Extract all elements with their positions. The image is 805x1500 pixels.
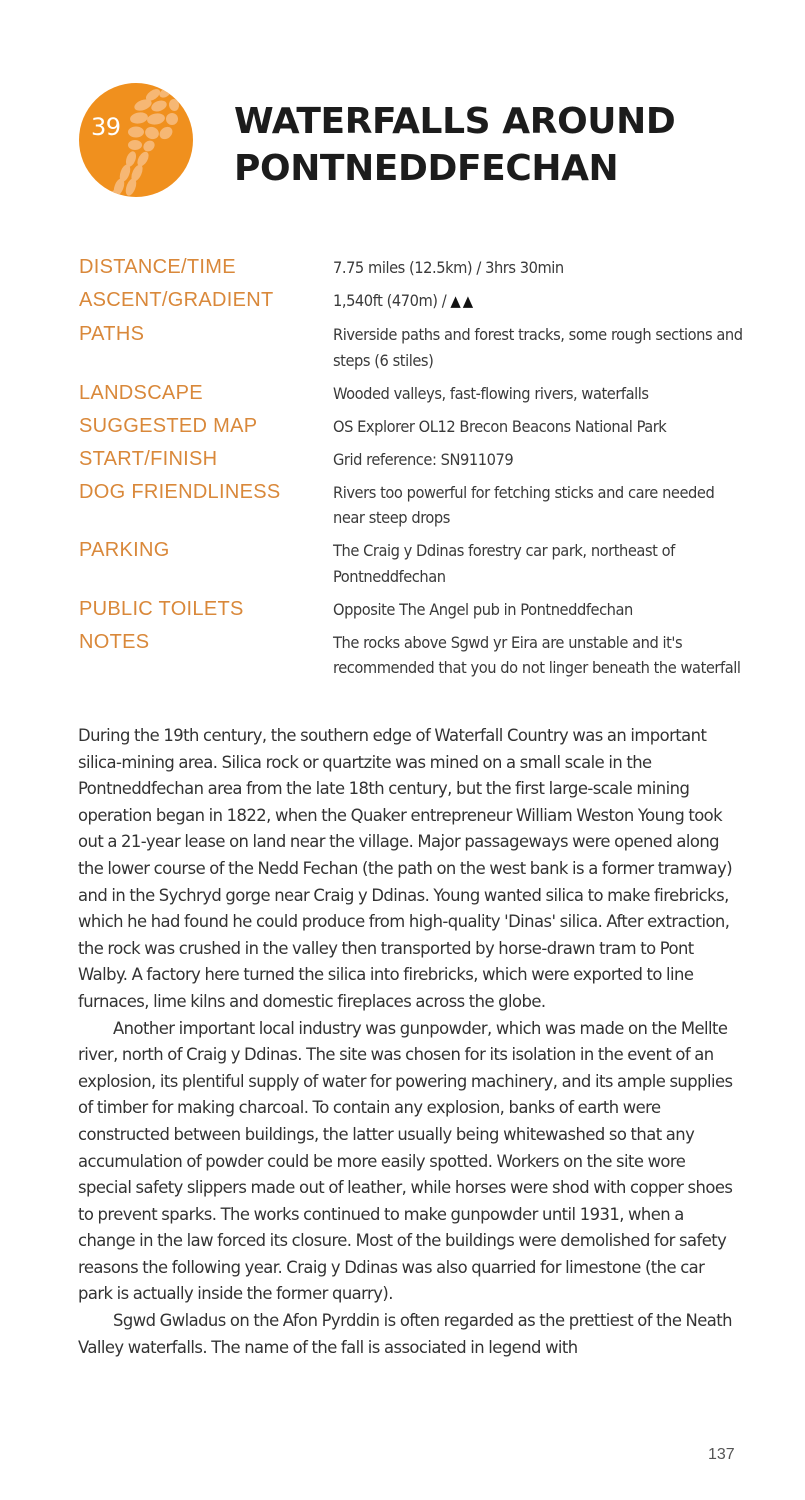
info-label: NOTES bbox=[79, 630, 150, 653]
info-label: PATHS bbox=[79, 323, 145, 345]
info-row-start-finish bbox=[79, 446, 759, 479]
info-row-notes bbox=[79, 629, 759, 688]
gradient-triangles-icon: ▲▲ bbox=[450, 292, 476, 310]
info-value: OS Explorer OL12 Brecon Beacons National Park bbox=[333, 416, 667, 436]
walk-info-table bbox=[79, 254, 759, 687]
info-row-suggested-map bbox=[79, 413, 759, 446]
info-label: PUBLIC TOILETS bbox=[79, 597, 244, 620]
info-row-ascent-gradient bbox=[79, 287, 759, 321]
info-value: The rocks above Sgwd yr Eira are unstable and it's recommended that you do not linger beneath the waterfall bbox=[333, 632, 741, 677]
info-value bbox=[333, 287, 743, 315]
walk-title bbox=[234, 98, 675, 192]
info-value: Grid reference: SN911079 bbox=[333, 449, 514, 469]
body-paragraph: During the 19th century, the southern edge of Waterfall Country was an important silica-mining area. Silica rock or quartzite was mined on a small scale in the Pontneddfechan area from the late 18th century, but the first large-scale mining operation began in 1822, when the Quaker entrepreneur William Weston Young took out a 21-year lease on land near the village. Major passageways were opened along the lower course of the Nedd Fechan (the path on the west bank is a former tramway) and in the Sychryd gorge near Craig y Ddinas. Young wanted silica to make firebricks, which he had found he could produce from high-quality 'Dinas' silica. After extraction, the rock was crushed in the valley then transported by horse-drawn tram to Pont Walby. A factory here turned the silica into firebricks, which were exported to line furnaces, lime kilns and domestic fireplaces across the globe. bbox=[78, 726, 733, 1011]
info-value: Wooded valleys, fast-flowing rivers, waterfalls bbox=[333, 383, 649, 403]
info-label: START/FINISH bbox=[79, 447, 218, 470]
info-label: ASCENT/GRADIENT bbox=[79, 289, 274, 311]
info-row-paths bbox=[79, 321, 759, 380]
info-label: DISTANCE/TIME bbox=[79, 256, 236, 278]
info-value: Rivers too powerful for fetching sticks and care needed near steep drops bbox=[333, 482, 715, 527]
info-value: The Craig y Ddinas forestry car park, northeast of Pontneddfechan bbox=[333, 541, 675, 586]
ascent-value: 1,540ft (470m) / bbox=[333, 291, 451, 310]
info-label: SUGGESTED MAP bbox=[79, 414, 258, 437]
body-paragraph: Sgwd Gwladus on the Afon Pyrddin is often regarded as the prettiest of the Neath Valley waterfalls. The name of the fall is associated in legend with bbox=[78, 1311, 732, 1357]
walk-title-line-1: WATERFALLS AROUND bbox=[234, 101, 676, 142]
walk-number: 39 bbox=[91, 113, 121, 141]
info-value: Riverside paths and forest tracks, some rough sections and steps (6 stiles) bbox=[333, 325, 743, 370]
body-paragraph: Another important local industry was gunpowder, which was made on the Mellte river, north of Craig y Ddinas. The site was chosen for its isolation in the event of an explosion, its plentiful supply of water for powering machinery, and its ample supplies of timber for making charcoal. To contain any explosion, banks of earth were constructed between buildings, the latter usually being whitewashed so that any accumulation of powder could be more easily spotted. Workers on the site wore special safety slippers made out of leather, while horses were shod with copper shoes to prevent sparks. The works continued to make gunpowder until 1931, when a change in the law forced its closure. Most of the buildings were demolished for safety reasons the following year. Craig y Ddinas was also quarried for limestone (the car park is actually inside the former quarry). bbox=[78, 1018, 733, 1304]
info-value: Opposite The Angel pub in Pontneddfechan bbox=[333, 599, 633, 619]
info-label: DOG FRIENDLINESS bbox=[79, 480, 281, 503]
info-row-public-toilets bbox=[79, 596, 759, 629]
info-row-parking bbox=[79, 537, 759, 596]
info-label: PARKING bbox=[79, 539, 170, 561]
info-row-dog-friendliness bbox=[79, 479, 759, 538]
info-row-landscape bbox=[79, 380, 759, 413]
walk-number-badge bbox=[79, 83, 193, 197]
info-row-distance-time bbox=[79, 254, 759, 287]
walk-title-line-2: PONTNEDDFECHAN bbox=[234, 148, 619, 189]
page-number: 137 bbox=[708, 1446, 735, 1463]
body-text bbox=[78, 723, 740, 1361]
info-value: 7.75 miles (12.5km) / 3hrs 30min bbox=[333, 258, 564, 277]
info-label: LANDSCAPE bbox=[79, 381, 203, 404]
